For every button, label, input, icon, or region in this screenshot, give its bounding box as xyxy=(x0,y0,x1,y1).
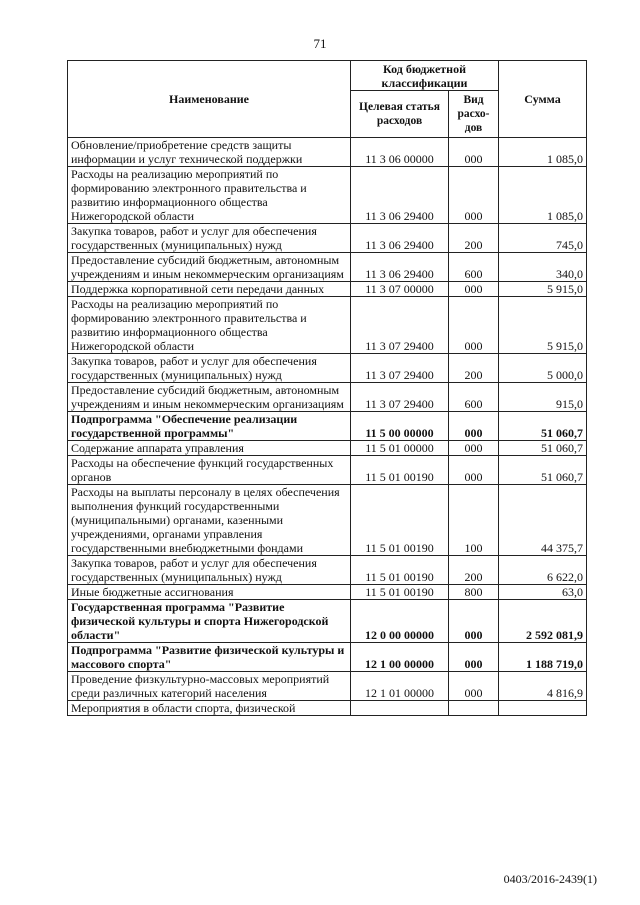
row-target-code: 11 3 07 00000 xyxy=(351,282,449,297)
header-code-group: Код бюджетной классификации xyxy=(351,61,499,91)
row-target-code: 11 3 07 29400 xyxy=(351,297,449,354)
table-row xyxy=(68,441,587,456)
row-target-code: 12 1 00 00000 xyxy=(351,643,449,672)
row-expense-type: 600 xyxy=(449,253,499,282)
row-name: Предоставление субсидий бюджетным, автономным учреждениям и иным некоммерческим организациям xyxy=(68,253,351,282)
row-sum: 51 060,7 xyxy=(499,412,587,441)
table-row xyxy=(68,556,587,585)
row-sum: 340,0 xyxy=(499,253,587,282)
row-name: Государственная программа "Развитие физической культуры и спорта Нижегородской области" xyxy=(68,600,351,643)
row-target-code: 11 5 01 00000 xyxy=(351,441,449,456)
table-row xyxy=(68,167,587,224)
row-expense-type: 600 xyxy=(449,383,499,412)
table-body xyxy=(68,138,587,716)
table-row xyxy=(68,585,587,600)
row-expense-type: 000 xyxy=(449,672,499,701)
table-row xyxy=(68,253,587,282)
header-target: Целевая статья расходов xyxy=(351,91,449,138)
row-expense-type: 800 xyxy=(449,585,499,600)
budget-table xyxy=(67,60,587,716)
row-name: Подпрограмма "Обеспечение реализации государственной программы" xyxy=(68,412,351,441)
row-expense-type: 000 xyxy=(449,412,499,441)
row-target-code: 11 5 01 00190 xyxy=(351,556,449,585)
row-sum: 745,0 xyxy=(499,224,587,253)
page-number: 71 xyxy=(313,36,327,51)
row-expense-type: 000 xyxy=(449,297,499,354)
row-expense-type: 000 xyxy=(449,600,499,643)
row-expense-type xyxy=(449,701,499,716)
row-expense-type: 100 xyxy=(449,485,499,556)
row-expense-type: 200 xyxy=(449,224,499,253)
row-sum: 6 622,0 xyxy=(499,556,587,585)
row-target-code: 11 5 01 00190 xyxy=(351,585,449,600)
row-target-code: 11 3 06 00000 xyxy=(351,138,449,167)
row-target-code: 11 5 00 00000 xyxy=(351,412,449,441)
row-name: Расходы на реализацию мероприятий по формированию электронного правительства и развитию информационного общества Нижегородской области xyxy=(68,297,351,354)
row-sum: 51 060,7 xyxy=(499,441,587,456)
table-row xyxy=(68,600,587,643)
row-target-code: 11 5 01 00190 xyxy=(351,456,449,485)
row-target-code: 11 5 01 00190 xyxy=(351,485,449,556)
row-name: Мероприятия в области спорта, физической xyxy=(68,701,351,716)
table-row xyxy=(68,672,587,701)
row-expense-type: 000 xyxy=(449,456,499,485)
row-target-code: 11 3 07 29400 xyxy=(351,383,449,412)
row-name: Расходы на выплаты персоналу в целях обеспечения выполнения функций государственными (муниципальными) органами, казенными учреждениями, органами управления государственными внебюджетными фондами xyxy=(68,485,351,556)
table-row xyxy=(68,282,587,297)
row-expense-type: 000 xyxy=(449,441,499,456)
table-row xyxy=(68,224,587,253)
header-name: Наименование xyxy=(68,61,351,138)
row-target-code: 11 3 06 29400 xyxy=(351,253,449,282)
row-target-code: 12 0 00 00000 xyxy=(351,600,449,643)
table-row xyxy=(68,138,587,167)
document-code: 0403/2016-2439(1) xyxy=(503,872,597,886)
row-expense-type: 000 xyxy=(449,643,499,672)
row-name: Закупка товаров, работ и услуг для обеспечения государственных (муниципальных) нужд xyxy=(68,224,351,253)
row-sum: 1 085,0 xyxy=(499,167,587,224)
row-expense-type: 200 xyxy=(449,354,499,383)
row-name: Проведение физкультурно-массовых мероприятий среди различных категорий населения xyxy=(68,672,351,701)
row-sum: 5 000,0 xyxy=(499,354,587,383)
table-row xyxy=(68,643,587,672)
table-row xyxy=(68,297,587,354)
table-row xyxy=(68,412,587,441)
row-sum: 51 060,7 xyxy=(499,456,587,485)
header-type: Вид расхо-дов xyxy=(449,91,499,138)
row-name: Расходы на реализацию мероприятий по формированию электронного правительства и развитию информационного общества Нижегородской области xyxy=(68,167,351,224)
row-target-code: 11 3 06 29400 xyxy=(351,167,449,224)
row-sum: 915,0 xyxy=(499,383,587,412)
row-expense-type: 200 xyxy=(449,556,499,585)
row-sum: 5 915,0 xyxy=(499,297,587,354)
table-row xyxy=(68,701,587,716)
header-sum: Сумма xyxy=(499,61,587,138)
row-name: Содержание аппарата управления xyxy=(68,441,351,456)
row-name: Предоставление субсидий бюджетным, автономным учреждениям и иным некоммерческим организациям xyxy=(68,383,351,412)
row-target-code: 11 3 07 29400 xyxy=(351,354,449,383)
table-row xyxy=(68,485,587,556)
row-target-code: 12 1 01 00000 xyxy=(351,672,449,701)
row-name: Иные бюджетные ассигнования xyxy=(68,585,351,600)
row-expense-type: 000 xyxy=(449,282,499,297)
row-name: Обновление/приобретение средств защиты информации и услуг технической поддержки xyxy=(68,138,351,167)
row-sum xyxy=(499,701,587,716)
row-sum: 4 816,9 xyxy=(499,672,587,701)
row-sum: 44 375,7 xyxy=(499,485,587,556)
table-row xyxy=(68,383,587,412)
header-row xyxy=(68,61,587,91)
table-row xyxy=(68,354,587,383)
row-sum: 2 592 081,9 xyxy=(499,600,587,643)
row-sum: 63,0 xyxy=(499,585,587,600)
row-name: Закупка товаров, работ и услуг для обеспечения государственных (муниципальных) нужд xyxy=(68,556,351,585)
row-name: Расходы на обеспечение функций государственных органов xyxy=(68,456,351,485)
row-sum: 1 085,0 xyxy=(499,138,587,167)
row-target-code xyxy=(351,701,449,716)
table-row xyxy=(68,456,587,485)
row-name: Подпрограмма "Развитие физической культуры и массового спорта" xyxy=(68,643,351,672)
row-name: Закупка товаров, работ и услуг для обеспечения государственных (муниципальных) нужд xyxy=(68,354,351,383)
row-name: Поддержка корпоративной сети передачи данных xyxy=(68,282,351,297)
row-sum: 1 188 719,0 xyxy=(499,643,587,672)
row-expense-type: 000 xyxy=(449,138,499,167)
row-expense-type: 000 xyxy=(449,167,499,224)
row-sum: 5 915,0 xyxy=(499,282,587,297)
row-target-code: 11 3 06 29400 xyxy=(351,224,449,253)
